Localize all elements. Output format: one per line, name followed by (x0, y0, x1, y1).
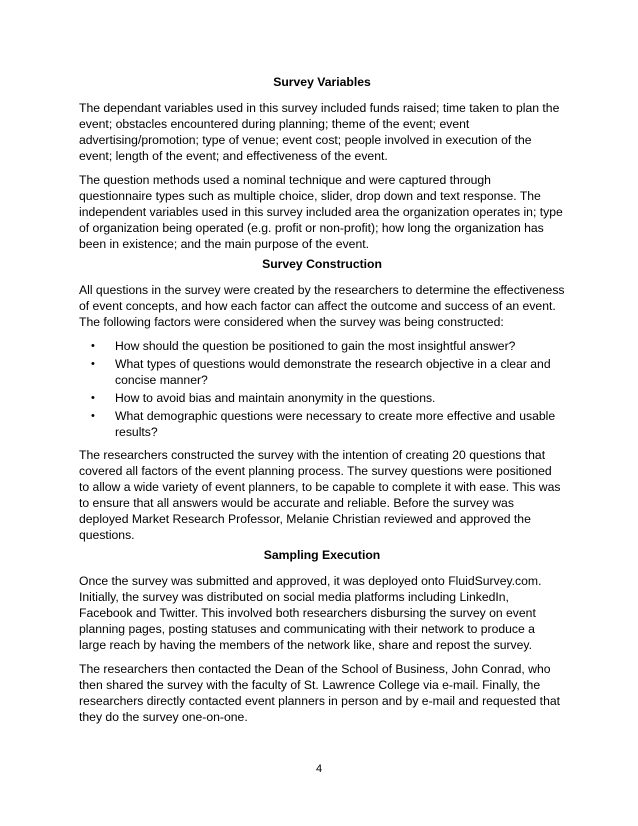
list-item-text: What types of questions would demonstrate the research objective in a clear and concise manner? (115, 357, 551, 387)
bullet-icon: • (91, 358, 95, 370)
bullet-icon: • (91, 392, 95, 404)
paragraph-question-methods: The question methods used a nominal technique and were captured through questionnaire types such as multiple choice, slider, drop down and text response. The independent variables used in this survey included area the organization operates in; type of organization being operated (e.g. profit or non-profit); how long the organization has been in existence; and the main purpose of the event. (79, 173, 563, 251)
page-number: 4 (315, 763, 323, 775)
list-item (79, 408, 565, 440)
list-item-text: How should the question be positioned to gain the most insightful answer? (115, 339, 516, 353)
paragraph-construction-outro: The researchers constructed the survey with the intention of creating 20 questions that covered all factors of the event planning process. The survey questions were positioned to allow a wide variety of event planners, to be capable to complete it with ease. This was to ensure that all answers would be accurate and reliable. Before the survey was deployed Market Research Professor, Melanie Christian reviewed and approved the questions. (79, 448, 561, 542)
list-item (79, 338, 565, 354)
paragraph-deployment: Once the survey was submitted and approved, it was deployed onto FluidSurvey.com. Initially, the survey was distributed on social media platforms including LinkedIn, Facebook and Twitter. This involved both researchers disbursing the survey on event planning pages, posting statuses and communicating with their network to produce a large reach by having the members of the network like, share and repost the survey. (79, 574, 542, 652)
list-item (79, 356, 565, 388)
paragraph-dean-contact: The researchers then contacted the Dean of the School of Business, John Conrad, who then shared the survey with the faculty of St. Lawrence College via e-mail. Finally, the researchers directly contacted event planners in person and by e-mail and requested that they do the survey one-on-one. (79, 662, 561, 724)
construction-factors-list (79, 338, 565, 440)
section-heading-survey-variables: Survey Variables (273, 75, 371, 89)
section-heading-survey-construction: Survey Construction (262, 257, 382, 271)
bullet-icon: • (91, 410, 95, 422)
paragraph-construction-intro: All questions in the survey were created by the researchers to determine the effectiveness of event concepts, and how each factor can affect the outcome and success of an event. The following factors were considered when the survey was being constructed: (79, 283, 565, 329)
document-page (79, 74, 565, 733)
section-heading-sampling-execution: Sampling Execution (263, 548, 381, 562)
list-item-text: How to avoid bias and maintain anonymity in the questions. (115, 391, 436, 405)
paragraph-dependant-variables: The dependant variables used in this survey included funds raised; time taken to plan the event; obstacles encountered during planning; theme of the event; event advertising/promotion; type of venue; event cost; people involved in execution of the event; length of the event; and effectiveness of the event. (79, 101, 560, 163)
bullet-icon: • (91, 340, 95, 352)
list-item-text: What demographic questions were necessary to create more effective and usable results? (115, 409, 556, 439)
list-item (79, 390, 565, 406)
